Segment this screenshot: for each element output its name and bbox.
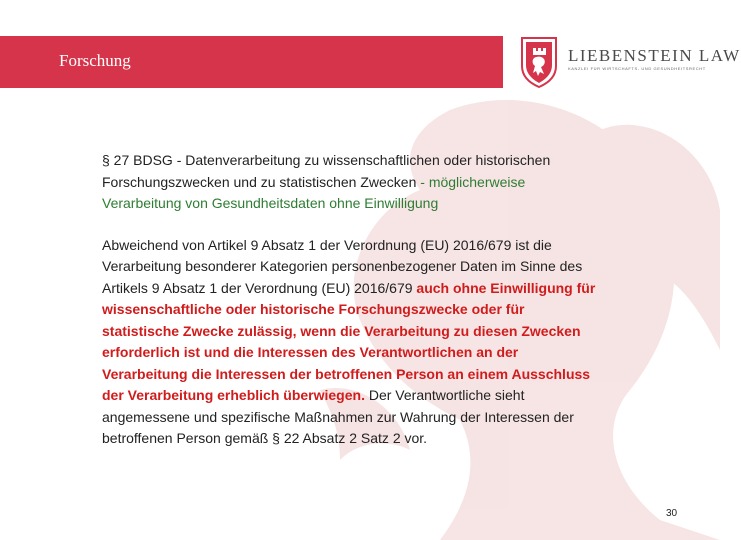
lion-shield-icon: [520, 36, 558, 88]
heading-line: § 27 BDSG - Datenverarbeitung zu wissenschaftlichen oder historischen Forschungszwecken und zu statistischen Zwecken: [102, 152, 551, 190]
body-highlight: auch ohne Einwilligung für wissenschaftliche oder historische Forschungszwecke oder für statistische Zwecke zulässig, wenn die Verarbeitung zu diesen Zwecken erforderlich ist und die Interessen des Verantwortlichen an der Verarbeitung die Interessen der betroffenen Person an einem Ausschluss der Verarbeitung erheblich überwiegen.: [102, 279, 596, 403]
body-text-start: Abweichend von Artikel 9 Absatz 1 der Verordnung (EU) 2016/679 ist die Verarbeitung besonderer Kategorien personenbezogener Daten im Sinne des Artikels 9 Absatz 1 der Verordnung (EU) 2016/679: [102, 236, 583, 296]
logo-name: LIEBENSTEIN LAW: [568, 46, 741, 65]
body-paragraph: [102, 235, 602, 450]
page-number: 30: [666, 508, 678, 519]
section-heading: [102, 150, 602, 215]
body-text-end: Der Verantwortliche sieht angemessene und spezifische Maßnahmen zur Wahrung der Interessen der betroffenen Person gemäß § 22 Absatz 2 Satz 2 vor.: [102, 387, 574, 446]
slide-content: [102, 150, 602, 450]
header-band: [0, 36, 503, 88]
logo-tagline: KANZLEI FÜR WIRTSCHAFTS- UND GESUNDHEITSRECHT: [568, 66, 706, 71]
page-title: Forschung: [59, 51, 131, 70]
heading-subline: - möglicherweise Verarbeitung von Gesundheitsdaten ohne Einwilligung: [102, 173, 526, 211]
